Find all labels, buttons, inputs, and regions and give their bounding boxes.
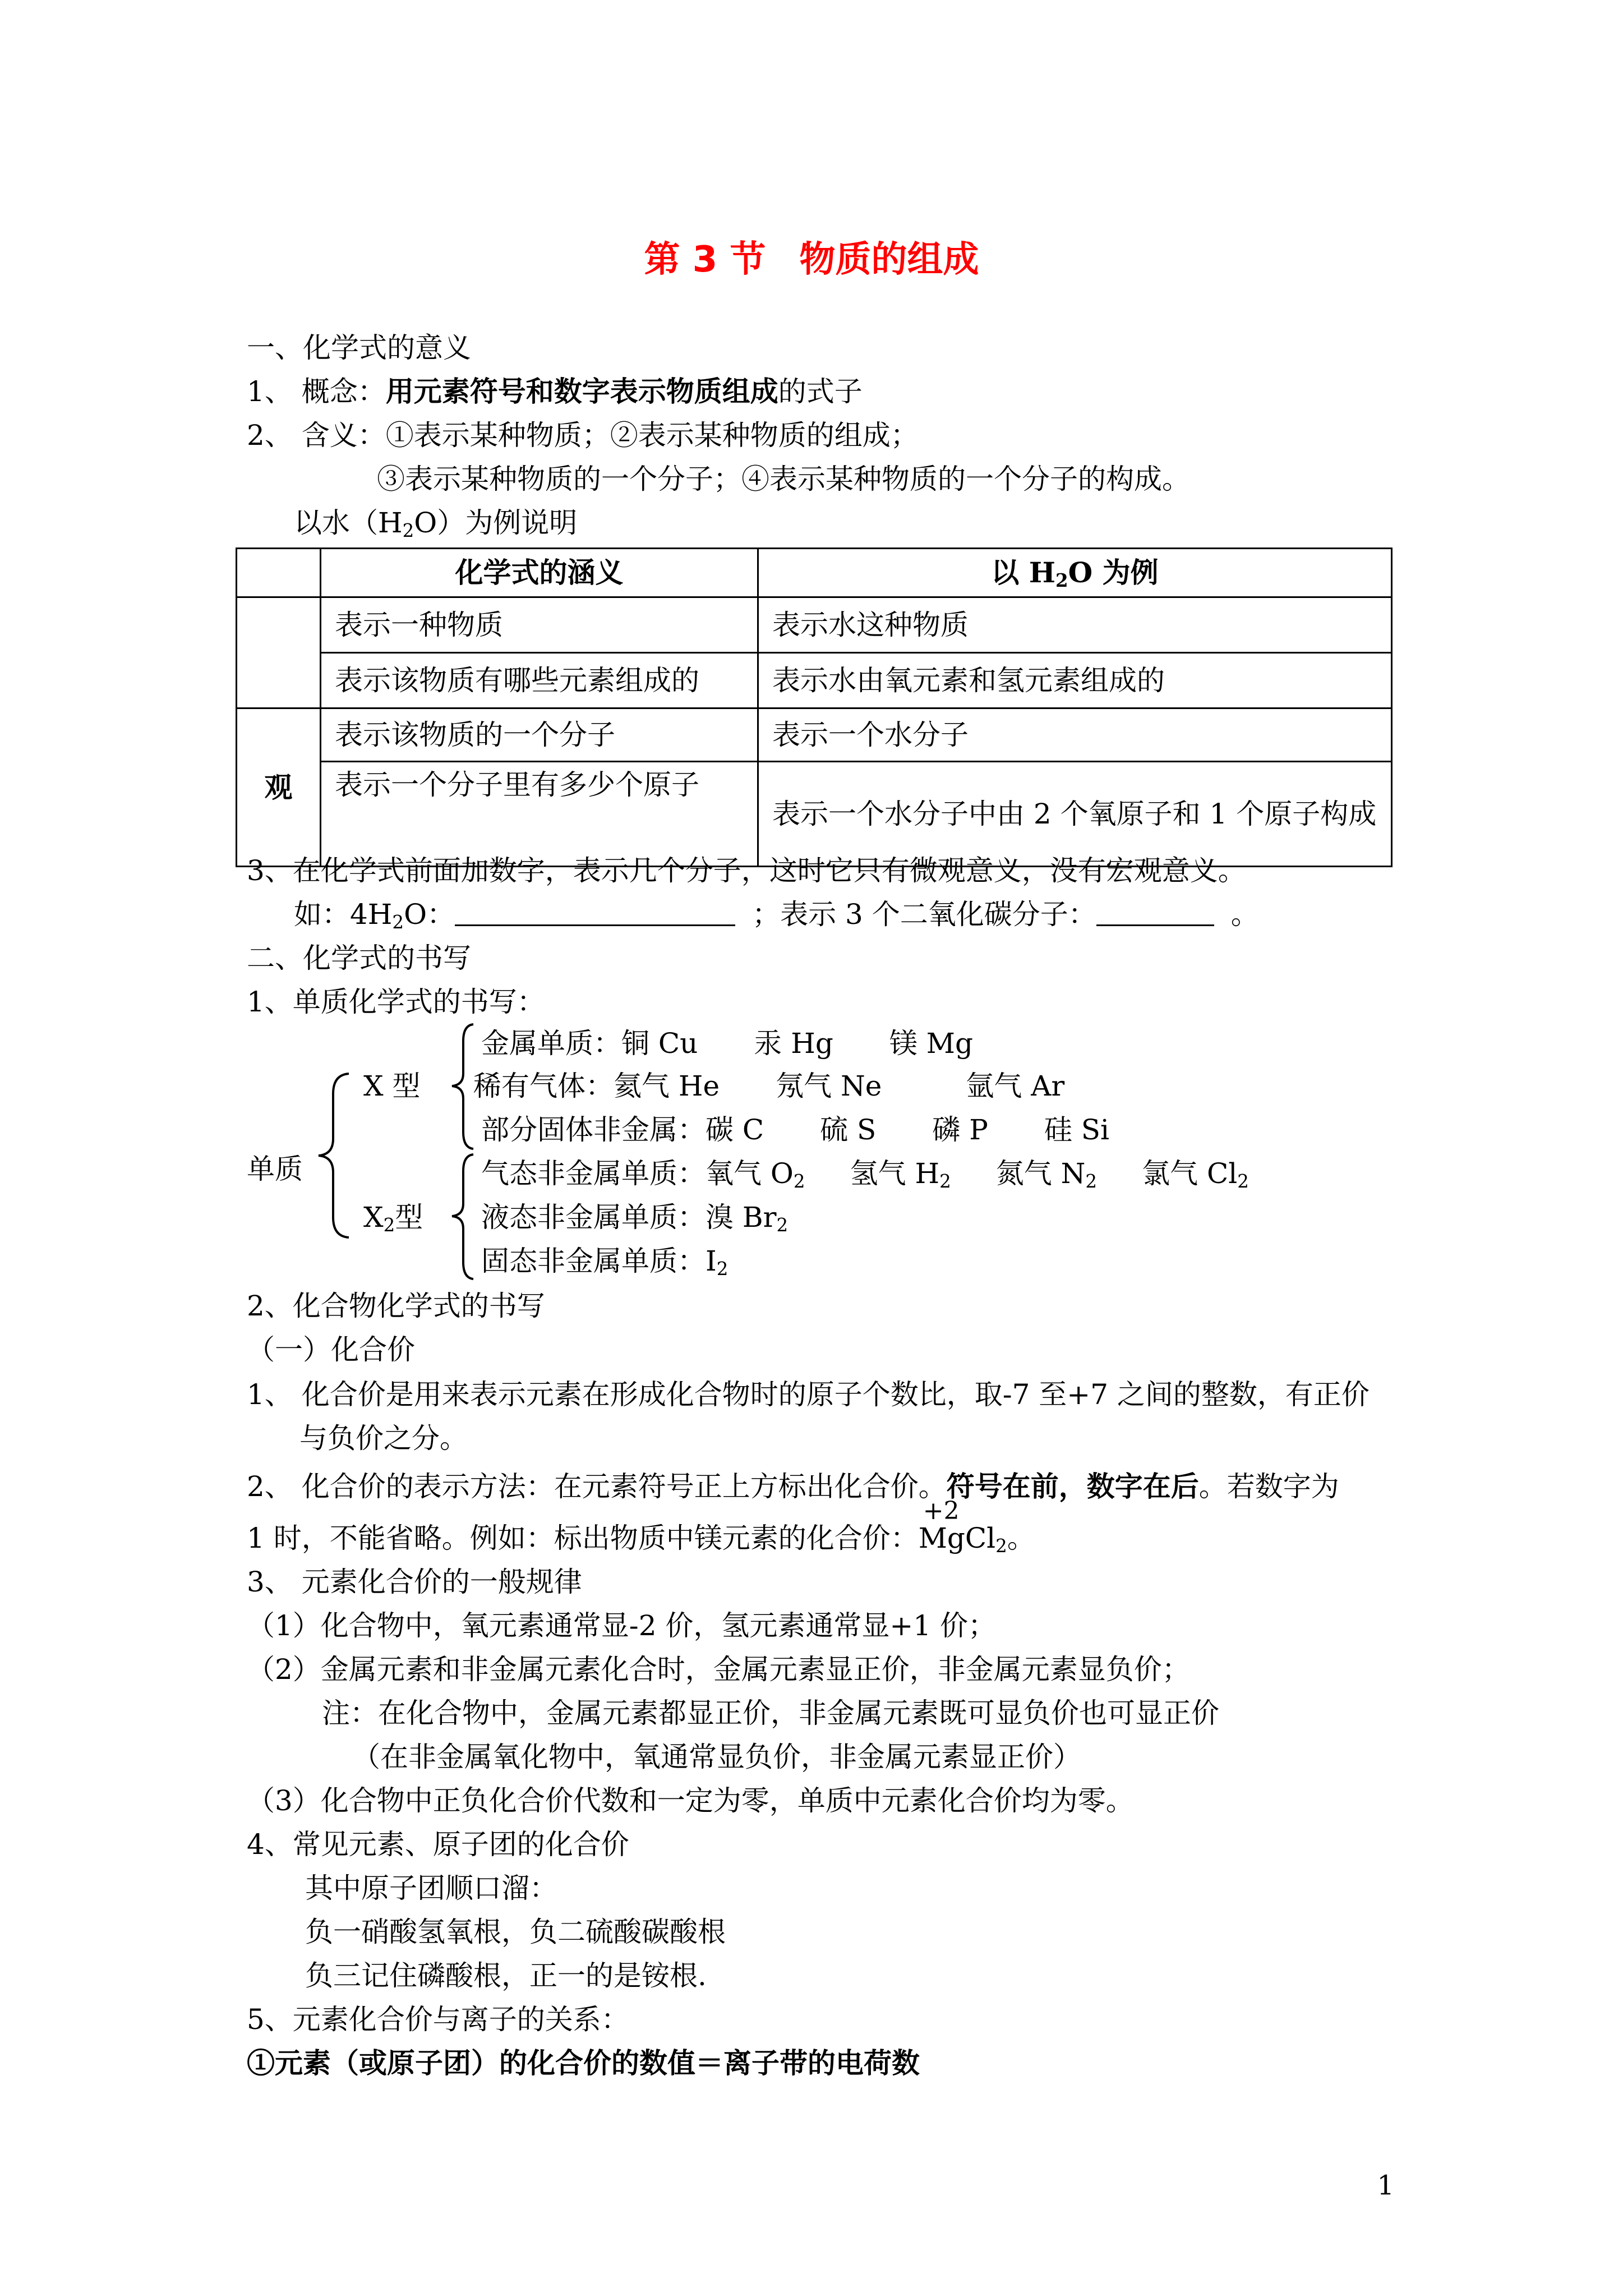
item3-ex-prefix: 如：4H	[294, 898, 393, 931]
valence-def-line1: 1、 化合价是用来表示元素在形成化合物时的原子个数比，取-7 至+7 之间的整数，有正价	[247, 1378, 1370, 1411]
rule-2: （2）金属元素和非金属元素化合时，金属元素显正价，非金属元素显负价；	[247, 1653, 1190, 1686]
rule-note-1: 注：在化合物中，金属元素都显正价，非金属元素既可显负价也可显正价	[322, 1697, 1219, 1729]
side-label-micro: 观	[237, 708, 321, 867]
formula-text: MgCl	[918, 1522, 996, 1554]
mgcl2-formula	[918, 1497, 1035, 1557]
table-header-meaning: 化学式的涵义	[321, 549, 758, 597]
x2-prefix: X	[363, 1201, 384, 1234]
solid-nonmetal-x2-line	[481, 1244, 728, 1278]
valence-notation-line2	[247, 1497, 1035, 1557]
notation-prefix: 2、 化合价的表示方法：在元素符号正上方标出化合价。	[247, 1470, 947, 1503]
table-row	[237, 762, 1392, 867]
valence-heading: （一）化合价	[247, 1333, 415, 1366]
solid-nonmetal-line: 部分固体非金属：碳 C 硫 S 磷 P 硅 Si	[481, 1114, 1109, 1146]
table-cell-example: 表示一个水分子	[758, 708, 1392, 762]
chlorine: 氯气 Cl	[1142, 1157, 1238, 1190]
meaning-line1: 2、 含义：①表示某种物质；②表示某种物质的组成；	[247, 419, 919, 452]
noble-gases-line: 稀有气体：氦气 He 氖气 Ne 氩气 Ar	[473, 1070, 1065, 1102]
gas-nonmetal-line	[481, 1157, 1249, 1193]
page-number: 1	[1377, 2170, 1394, 2201]
oxygen-sub: 2	[793, 1171, 805, 1193]
meaning-line2: ③表示某种物质的一个分子；④表示某种物质的一个分子的构成。	[377, 463, 1190, 495]
chlorine-sub: 2	[1237, 1171, 1249, 1193]
valence-def-line2: 与负价之分。	[299, 1422, 468, 1455]
liquid-nonmetal-line	[481, 1200, 788, 1234]
example-sub: 2	[402, 520, 414, 542]
valence-notation-line1	[247, 1470, 1339, 1503]
compound-heading: 2、化合物化学式的书写	[247, 1290, 545, 1322]
formula-meaning-table	[236, 547, 1393, 867]
item3-text: 3、在化学式前面加数字，表示几个分子，这时它只有微观意义，没有宏观意义。	[247, 854, 1246, 887]
item3-ex-end: 。	[1230, 898, 1259, 931]
section1-heading: 一、化学式的意义	[247, 332, 471, 364]
x-brace-icon	[449, 1022, 477, 1151]
x2-suffix: 型	[395, 1201, 423, 1234]
table-cell-meaning: 表示一种物质	[321, 597, 758, 653]
x2-sub: 2	[383, 1214, 395, 1236]
common-valence-heading: 4、常见元素、原子团的化合价	[247, 1828, 629, 1861]
metal-elements-line: 金属单质：铜 Cu 汞 Hg 镁 Mg	[481, 1027, 973, 1060]
bromine-sub: 2	[776, 1214, 789, 1236]
x-type-label: X 型	[363, 1070, 421, 1102]
header-example-prefix: 以 H	[991, 556, 1056, 589]
title-part2: 物质的组成	[799, 239, 979, 280]
rule-3: （3）化合物中正负化合价代数和一定为零，单质中元素化合价均为零。	[247, 1784, 1134, 1817]
hydrogen-sub: 2	[939, 1171, 951, 1193]
header-example-sub: 2	[1055, 569, 1068, 592]
concept-bold: 用元素符号和数字表示物质组成	[385, 375, 778, 408]
concept-prefix: 1、 概念：	[247, 375, 386, 408]
left-brace-icon	[314, 1071, 353, 1240]
nitrogen-sub: 2	[1085, 1171, 1098, 1193]
notation-suffix: 。若数字为	[1198, 1470, 1339, 1503]
header-example-suffix: O 为例	[1068, 556, 1159, 589]
gas-label: 气态非金属单质：	[481, 1157, 706, 1190]
example-prefix: 以水（H	[294, 507, 403, 539]
formula-sub: 2	[995, 1535, 1007, 1557]
notation-line2-text: 1 时，不能省略。例如：标出物质中镁元素的化合价：	[247, 1522, 919, 1554]
item3-ex-sep: ；表示 3 个二氧化碳分子：	[752, 898, 1096, 931]
mnemonic-line2: 负三记住磷酸根，正一的是铵根.	[305, 1959, 707, 1992]
section2-sub1: 1、单质化学式的书写：	[247, 986, 545, 1018]
table-cell-example: 表示水这种物质	[758, 597, 1392, 653]
diagram-root: 单质	[247, 1153, 303, 1185]
hydrogen: 氢气 H	[850, 1157, 940, 1190]
title-part1: 第 3 节	[644, 239, 766, 280]
notation-bold: 符号在前，数字在后	[946, 1470, 1199, 1503]
table-cell-example: 表示一个水分子中由 2 个氧原子和 1 个原子构成	[758, 762, 1392, 867]
item3-ex-sub: 2	[392, 912, 404, 933]
liquid-label: 液态非金属单质：溴 Br	[481, 1201, 777, 1234]
concept-suffix: 的式子	[778, 375, 863, 408]
table-row	[237, 653, 1392, 708]
formula-end: 。	[1007, 1522, 1035, 1554]
valence-rules-heading: 3、 元素化合价的一般规律	[247, 1566, 582, 1598]
solid-label: 固态非金属单质：I	[481, 1245, 717, 1277]
table-corner	[237, 549, 321, 597]
table-cell-meaning: 表示该物质的一个分子	[321, 708, 758, 762]
x2-type-label	[363, 1200, 423, 1234]
side-label-macro	[237, 597, 321, 708]
mnemonic-intro: 其中原子团顺口溜：	[305, 1872, 557, 1904]
table-cell-meaning: 表示该物质有哪些元素组成的	[321, 653, 758, 708]
example-suffix: O）为例说明	[414, 507, 578, 539]
page-title	[0, 238, 1623, 282]
table-row	[237, 597, 1392, 653]
example-caption	[294, 506, 577, 540]
table-header-example	[758, 549, 1392, 597]
mnemonic-line1: 负一硝酸氢氧根，负二硫酸碳酸根	[305, 1916, 726, 1948]
table-cell-example: 表示水由氧元素和氢元素组成的	[758, 653, 1392, 708]
valence-ion-heading: 5、元素化合价与离子的关系：	[247, 2003, 629, 2036]
table-row	[237, 708, 1392, 762]
oxygen: 氧气 O	[706, 1157, 794, 1190]
table-cell-meaning: 表示一个分子里有多少个原子	[321, 762, 758, 867]
table-header-row	[237, 549, 1392, 597]
section2-heading: 二、化学式的书写	[247, 942, 471, 974]
x2-brace-icon	[449, 1152, 477, 1281]
answer-blank-2[interactable]	[1096, 900, 1214, 926]
valence-mark: +2	[923, 1497, 960, 1525]
answer-blank-1[interactable]	[455, 900, 735, 926]
rule-1: （1）化合物中，氧元素通常显-2 价，氢元素通常显+1 价；	[247, 1609, 997, 1642]
valence-ion-rule: ①元素（或原子团）的化合价的数值＝离子带的电荷数	[247, 2046, 920, 2079]
item3-ex-mid: O：	[404, 898, 455, 931]
nitrogen: 氮气 N	[995, 1157, 1086, 1190]
rule-note-2: （在非金属氧化物中，氧通常显负价，非金属元素显正价）	[352, 1741, 1081, 1773]
concept-line	[247, 375, 863, 408]
item3-example	[294, 898, 1259, 931]
iodine-sub: 2	[716, 1258, 728, 1280]
